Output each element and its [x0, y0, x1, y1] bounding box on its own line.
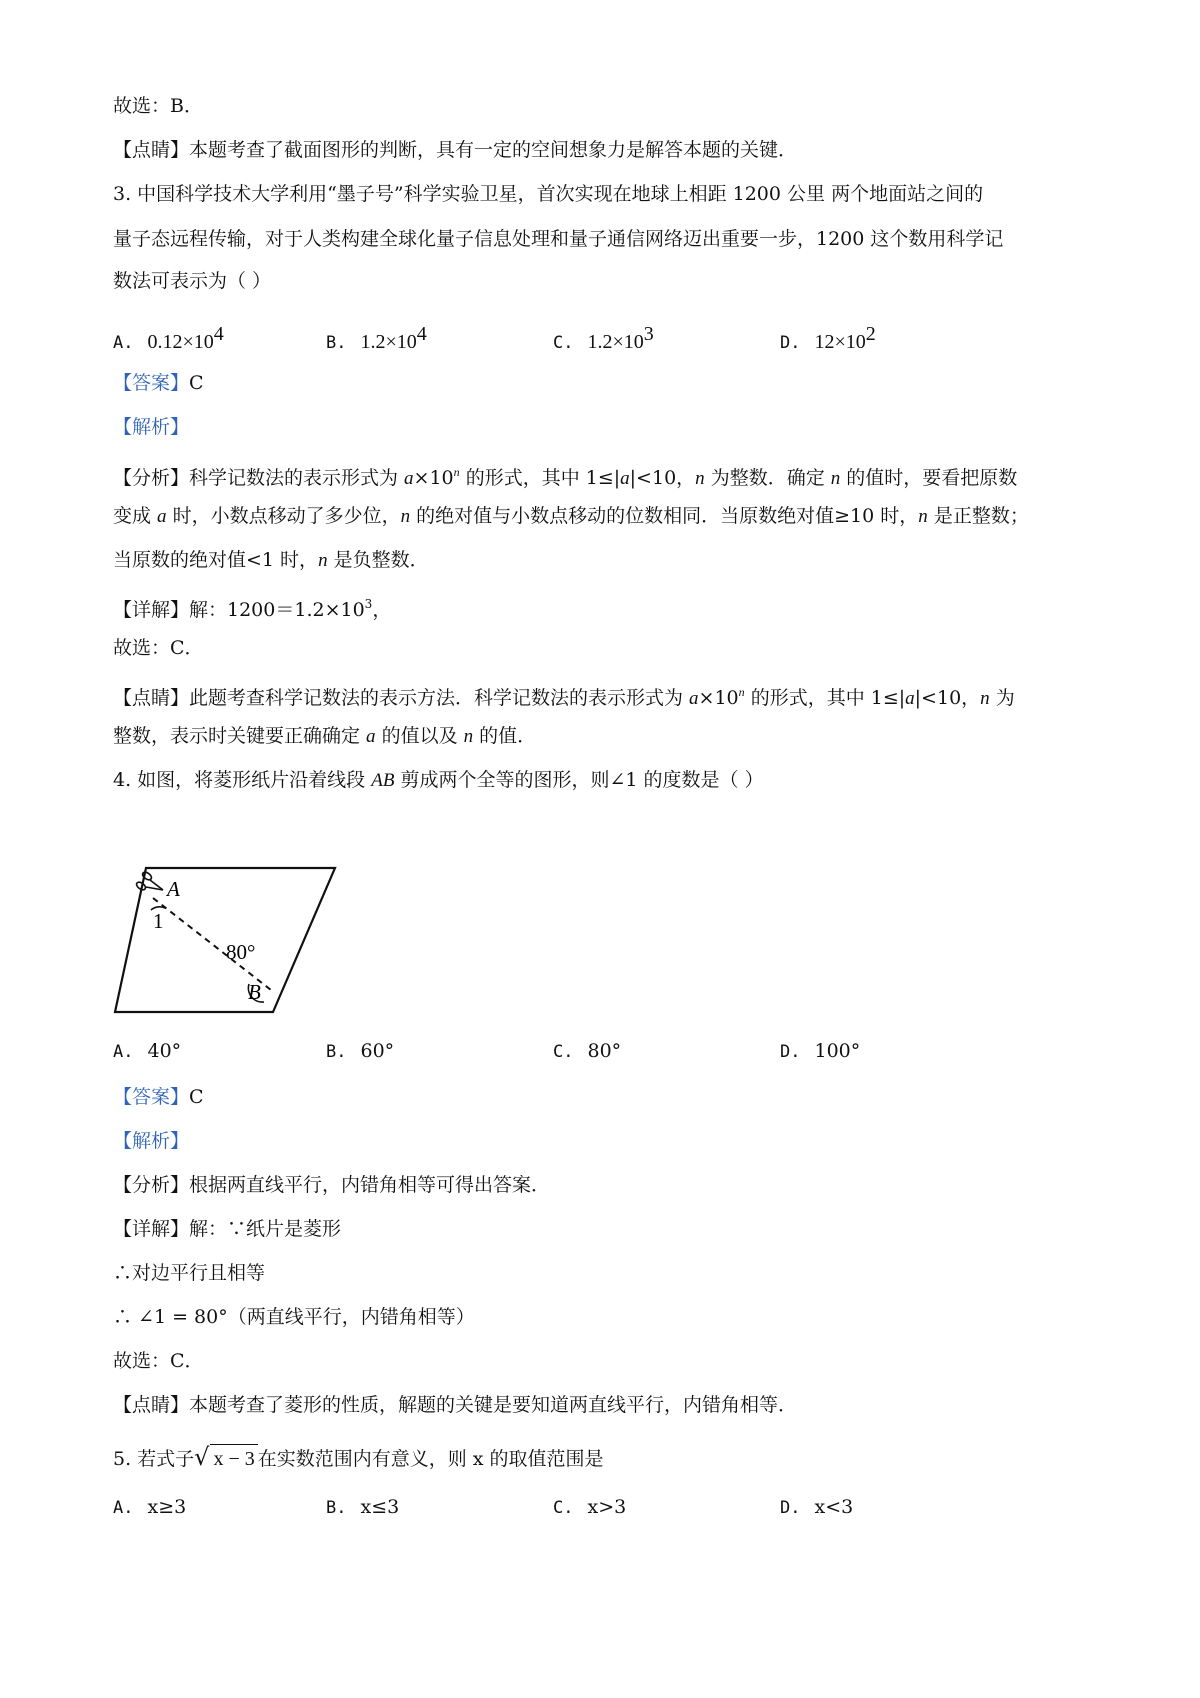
answer-tag: 【答案】 [113, 372, 190, 394]
q3-option-d[interactable]: D. $12\times 10^2$ [780, 323, 876, 353]
answer-value: C [189, 1086, 204, 1108]
q3-analysis-line-2: 变成 a 时，小数点移动了多少位，n 的绝对值与小数点移动的位数相同．当原数绝对值≥10 时，n 是正整数； [113, 505, 1029, 527]
answer-value: C [189, 372, 204, 394]
q3-comment-line-1: 【点睛】此题考查科学记数法的表示方法．科学记数法的表示形式为 $a\times 10^n$ 的形式，其中 1≤|a|<10，n 为 [113, 685, 1015, 709]
q3-solution: 【详解】解：$1200=1.2\times 10^3$， [113, 597, 392, 621]
q3-analysis-tag: 【解析】 [113, 416, 190, 438]
rhombus-outline [115, 868, 335, 1012]
q4-analysis-tag: 【解析】 [113, 1130, 190, 1152]
label-angle-80: 80° [226, 940, 256, 964]
q4-option-a[interactable]: A. 40° [113, 1040, 182, 1062]
q4-solution-line-2: ∴对边平行且相等 [113, 1262, 266, 1284]
label-a: A [167, 877, 180, 901]
q4-solution-line-3: ∴ ∠1 = 80°（两直线平行，内错角相等） [113, 1306, 475, 1328]
q3-choice: 故选：C． [113, 637, 204, 659]
q4-option-d[interactable]: D. 100° [780, 1040, 861, 1062]
scissors-icon [135, 871, 163, 892]
q3-answer [113, 369, 204, 397]
q4-choice: 故选：C． [113, 1350, 204, 1372]
q4-comment: 【点睛】本题考查了菱形的性质，解题的关键是要知道两直线平行，内错角相等． [113, 1394, 798, 1416]
radicand: x − 3 [210, 1444, 257, 1473]
q4-solution-line-1: 【详解】解：∵纸片是菱形 [113, 1218, 342, 1240]
q3-analysis-line-1: 【分析】科学记数法的表示形式为 $a\times 10^n$ 的形式，其中 1≤|a|<10，n 为整数．确定 n 的值时，要看把原数 [113, 465, 1018, 489]
q3-stem-line-1: 3. 中国科学技术大学利用“墨子号”科学实验卫星，首次实现在地球上相距 1200 公里 两个地面站之间的 [113, 183, 984, 205]
q3-option-c[interactable]: C. $1.2\times 10^3$ [553, 323, 654, 353]
comment-line: 【点睛】本题考查了截面图形的判断，具有一定的空间想象力是解答本题的关键． [113, 139, 798, 161]
q5-stem: 5. 若式子√ x − 3 在实数范围内有意义，则 x 的取值范围是 [113, 1443, 604, 1471]
q4-stem: 4. 如图，将菱形纸片沿着线段 AB 剪成两个全等的图形，则∠1 的度数是（ ） [113, 769, 764, 791]
q5-option-a[interactable]: A. x≥3 [113, 1496, 187, 1518]
label-b: B [248, 980, 261, 1004]
q5-options [113, 1493, 1103, 1521]
q3-option-a[interactable]: A. $0.12\times 10^4$ [113, 323, 224, 353]
answer-tag: 【答案】 [113, 1086, 190, 1108]
q3-analysis-line-3: 当原数的绝对值<1 时，n 是负整数． [113, 549, 429, 571]
q5-option-c[interactable]: C. x>3 [553, 1496, 627, 1518]
q3-options [113, 320, 1103, 353]
rhombus-figure [113, 866, 343, 1016]
q3-option-b[interactable]: B. $1.2\times 10^4$ [326, 323, 427, 353]
conclusion-line: 故选：B． [113, 95, 203, 117]
q4-options [113, 1037, 1103, 1065]
q3-stem-line-2: 量子态远程传输，对于人类构建全球化量子信息处理和量子通信网络迈出重要一步，1200 这个数用科学记 [113, 228, 1004, 250]
q5-option-d[interactable]: D. x<3 [780, 1496, 854, 1518]
q4-answer [113, 1083, 204, 1111]
radical-sign-icon: √ [194, 1443, 210, 1471]
q3-stem-line-3: 数法可表示为（ ） [113, 270, 272, 292]
q3-comment-line-2: 整数，表示时关键要正确确定 a 的值以及 n 的值． [113, 725, 537, 747]
q4-option-c[interactable]: C. 80° [553, 1040, 622, 1062]
q4-option-b[interactable]: B. 60° [326, 1040, 395, 1062]
q5-option-b[interactable]: B. x≤3 [326, 1496, 400, 1518]
q4-analysis: 【分析】根据两直线平行，内错角相等可得出答案． [113, 1174, 551, 1196]
label-angle-1: 1 [153, 909, 164, 933]
